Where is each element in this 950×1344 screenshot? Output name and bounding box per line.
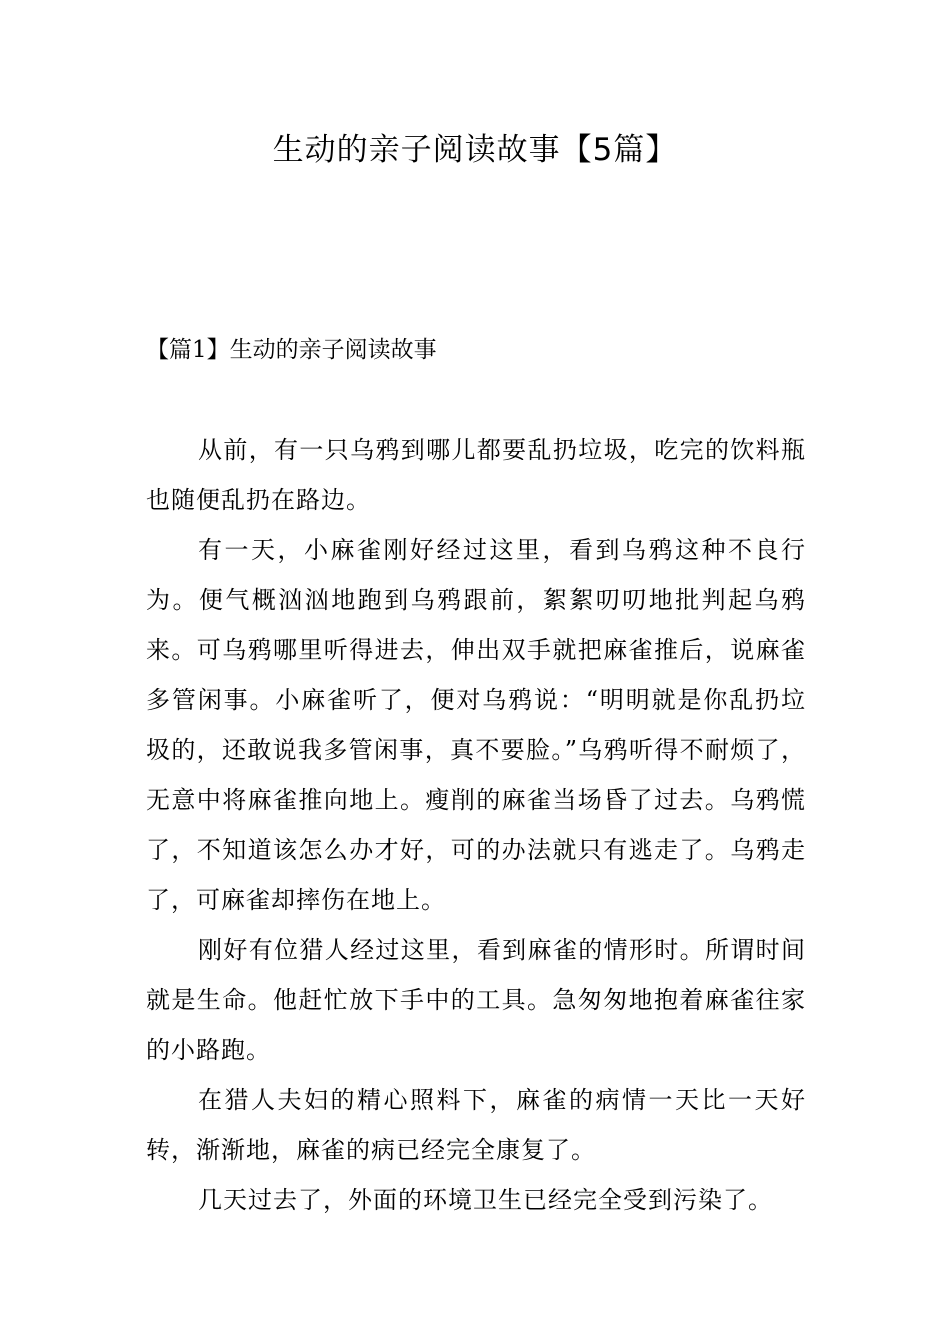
paragraph: 有一天，小麻雀刚好经过这里，看到乌鸦这种不良行为。便气概汹汹地跑到乌鸦跟前，絮絮叨叨地批判起乌鸦来。可乌鸦哪里听得进去，伸出双手就把麻雀推后，说麻雀多管闲事。小麻雀听了，便对乌鸦说：“明明就是你乱扔垃圾的，还敢说我多管闲事，真不要脸。”乌鸦听得不耐烦了，无意中将麻雀推向地上。瘦削的麻雀当场昏了过去。乌鸦慌了，不知道该怎么办才好，可的办法就只有逃走了。乌鸦走了，可麻雀却摔伤在地上。 <box>146 536 806 914</box>
paragraph: 在猎人夫妇的精心照料下，麻雀的病情一天比一天好转，渐渐地，麻雀的病已经完全康复了。 <box>146 1086 806 1164</box>
document-body <box>146 425 806 1225</box>
section-heading: 【篇1】生动的亲子阅读故事 <box>146 337 437 363</box>
paragraph: 刚好有位猎人经过这里，看到麻雀的情形时。所谓时间就是生命。他赶忙放下手中的工具。急匆匆地抱着麻雀往家的小路跑。 <box>146 936 806 1064</box>
paragraph: 几天过去了，外面的环境卫生已经完全受到污染了。 <box>198 1186 773 1214</box>
paragraph: 从前，有一只乌鸦到哪儿都要乱扔垃圾，吃完的饮料瓶也随便乱扔在路边。 <box>146 436 806 514</box>
document-title: 生动的亲子阅读故事【5篇】 <box>272 132 678 168</box>
